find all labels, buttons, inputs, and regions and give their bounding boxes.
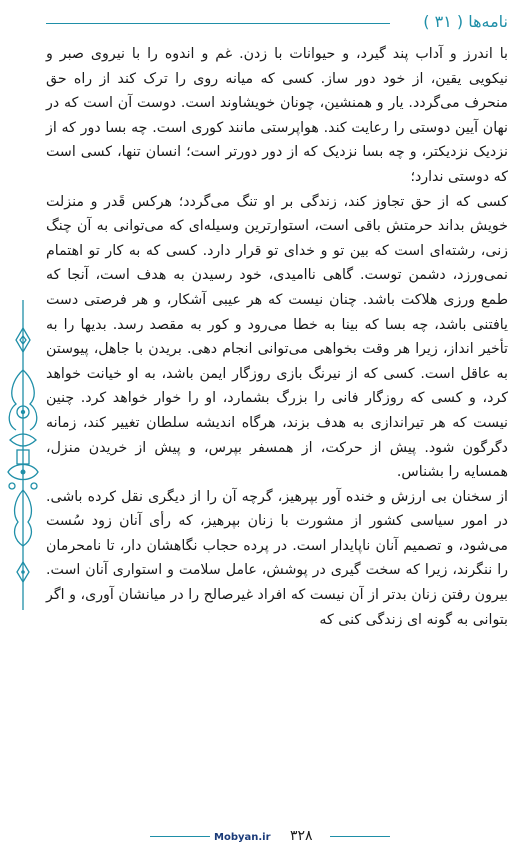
site-logo: Mobyan.ir bbox=[214, 832, 271, 843]
paragraph-1: با اندرز و آداب پند گیرد، و حیوانات با زدن. غم و اندوه را با نیروی صبر و نیکویی یقین، از خود دور ساز. کسی که میانه روی را ترک کند از راه حق منحرف می‌گردد. یار و همنشین، چونان خویشاوند است. دوست آن است که در نهان آیین دوستی را رعایت کند. هواپرستی مانند کوری است. چه بسا دور که از نزدیک نزدیکتر، و چه بسا نزدیک که از دور دورتر است؛ انسان تنها، کسی است که دوستی ندارد؛ bbox=[46, 46, 508, 185]
body-text bbox=[46, 42, 508, 632]
section-title: نامه‌ها ( ۳۱ ) bbox=[423, 12, 508, 31]
paragraph-3: از سخنان بی ارزش و خنده آور بپرهیز، گرچه آن را از دیگری نقل کرده باشی. در امور سیاسی کشور از مشورت با زنان بپرهیز، که رأی آنان زود سُست می‌شود، و تصمیم آنان ناپایدار است. در پرده حجاب نگاهشان دار، تا نامحرمان را ننگرند، زیرا که سخت گیری در پوشش، عامل سلامت و استواری آنان است. بیرون رفتن زنان بدتر از آن نیست که افراد غیرصالح را در میانشان آوری، و اگر بتوانی به گونه ای زندگی کنی که bbox=[46, 488, 508, 628]
decorative-ornament-icon bbox=[4, 300, 42, 610]
page-footer bbox=[0, 819, 520, 847]
header-rule bbox=[46, 23, 390, 24]
page-header bbox=[46, 10, 508, 38]
paragraph-2: کسی که از حق تجاوز کند، زندگی بر او تنگ می‌گردد؛ هرکس قَدر و منزلت خویش بداند حرمتش باقی است، استوارترین وسیله‌ای که می‌توانی به آن چنگ زنی، رشته‌ای است که بین تو و خدای تو قرار دارد. کسی که به کار تو اهتمام نمی‌ورزد، دشمن توست. گاهی ناامیدی، خود رسیدن به هدف است، آنجا که طمع ورزی هلاکت باشد. چنان نیست که هر عیبی آشکار، و هر فرصتی دست یافتنی باشد، چه بسا که بینا به خطا می‌رود و کور به مقصد رسد. بدیها را به تأخیر انداز، زیرا هر وقت بخواهی می‌توانی انجام دهی. بریدن با جاهل، پیوستن به عاقل است. کسی که از نیرنگ بازی روزگار ایمن باشد، به او خیانت خواهد کرد، و کسی که روزگار فانی را بزرگ بشمارد، او را خوار خواهد کرد. چنین نیست که هر تیراندازی به هدف بزند، هرگاه اندیشه سلطان تغییر کند، زمانه دگرگون شود. پیش از حرکت، از همسفر بپرس، و پیش از خریدن منزل، همسایه را بشناس. bbox=[46, 193, 508, 481]
footer-rule-left bbox=[150, 836, 210, 837]
page-number: ۳۲۸ bbox=[290, 828, 313, 844]
footer-rule-right bbox=[330, 836, 390, 837]
